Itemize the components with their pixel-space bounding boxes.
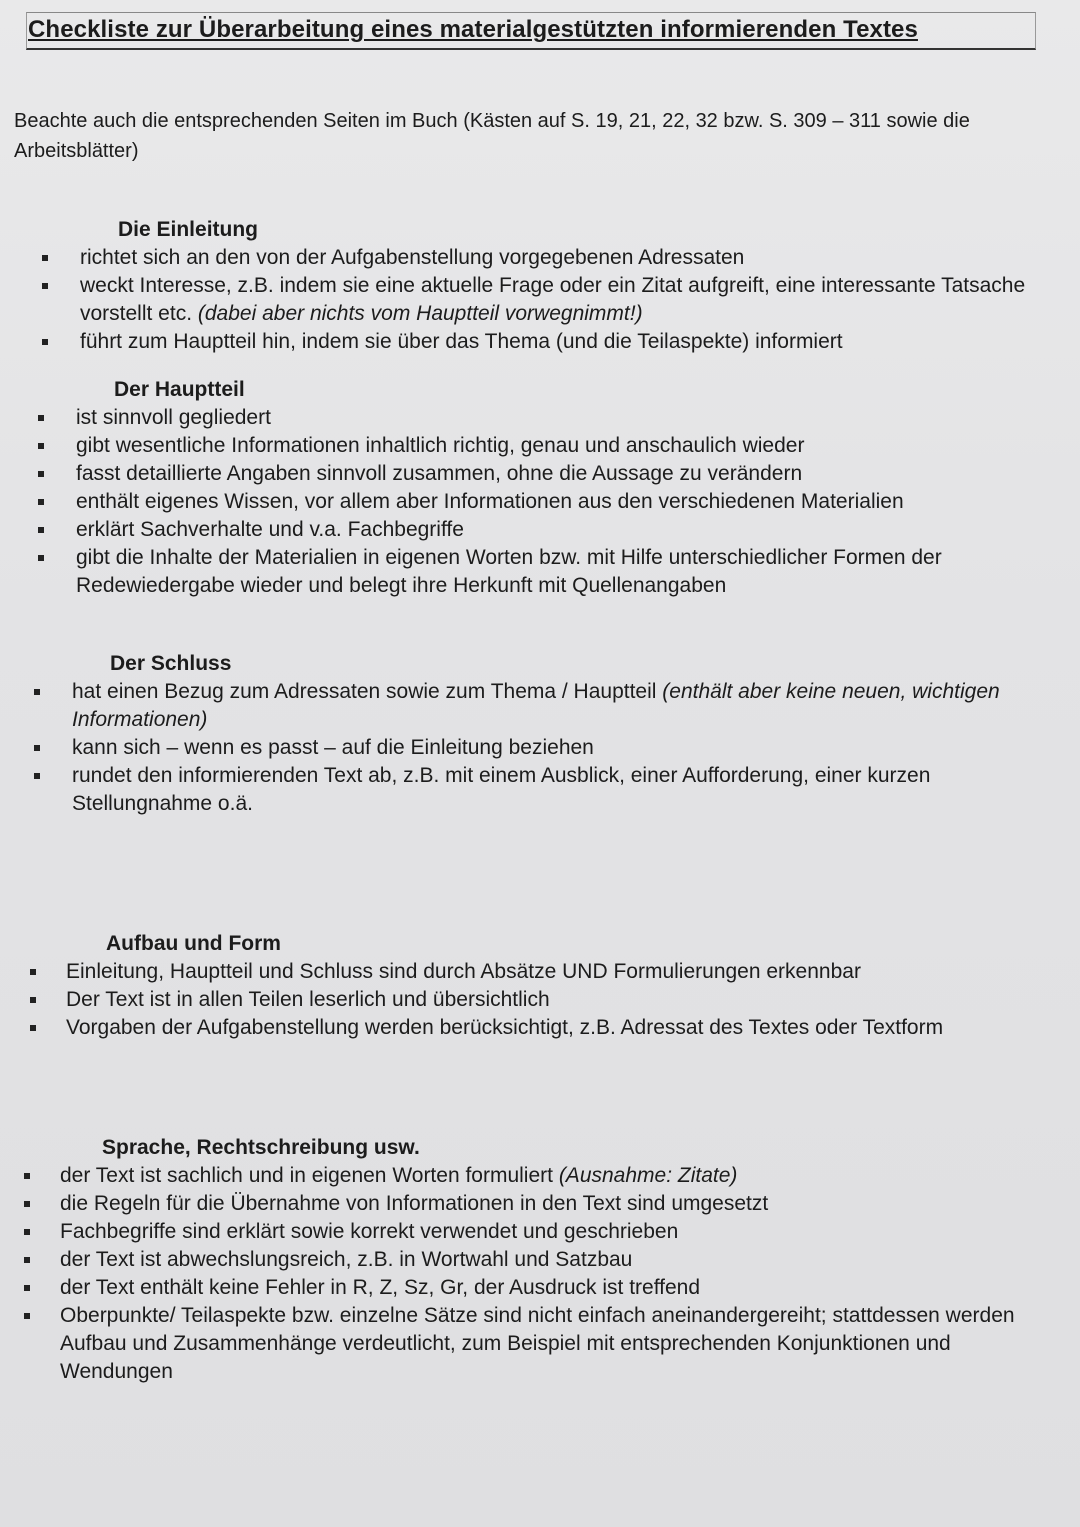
checklist-item [22, 1162, 1052, 1190]
checklist-item [36, 544, 1066, 600]
checklist-item-text: Einleitung, Hauptteil und Schluss sind durch Absätze UND Formulierungen erkennbar [66, 960, 861, 983]
checklist-item [36, 488, 1066, 516]
square-bullet-icon [42, 283, 48, 289]
checklist-item [32, 762, 1062, 818]
checklist-item-note: (dabei aber nichts vom Hauptteil vorwegnimmt!) [197, 302, 643, 325]
section-heading: Der Schluss [110, 652, 232, 675]
square-bullet-icon [24, 1313, 30, 1319]
square-bullet-icon [38, 527, 44, 533]
square-bullet-icon [24, 1257, 30, 1263]
checklist-item [32, 678, 1062, 734]
checklist-item-text: der Text ist abwechslungsreich, z.B. in Wortwahl und Satzbau [60, 1248, 633, 1271]
section-heading: Der Hauptteil [114, 378, 245, 401]
checklist-item-text: weckt Interesse, z.B. indem sie eine aktuelle Frage oder ein Zitat aufgreift, eine interessante Tatsache vorstellt etc. [80, 274, 1026, 325]
checklist [22, 1162, 1052, 1386]
checklist-item [36, 432, 1066, 460]
checklist-item-text: führt zum Hauptteil hin, indem sie über das Thema (und die Teilaspekte) informiert [80, 330, 843, 353]
checklist-item-text: Fachbegriffe sind erklärt sowie korrekt verwendet und geschrieben [60, 1220, 679, 1243]
page-title: Checkliste zur Überarbeitung eines materialgestützten informierenden Textes [28, 16, 918, 43]
checklist-item-text: Oberpunkte/ Teilaspekte bzw. einzelne Sätze sind nicht einfach aneinandergereiht; stattdessen werden Aufbau und Zusammenhänge verdeutlicht, zum Beispiel mit entsprechenden Konjunktionen und Wendungen [60, 1304, 1015, 1383]
checklist-item [28, 1014, 1058, 1042]
section-hauptteil [36, 376, 1066, 600]
checklist-item-text: der Text enthält keine Fehler in R, Z, Sz, Gr, der Ausdruck ist treffend [60, 1276, 701, 1299]
checklist-item-text: erklärt Sachverhalte und v.a. Fachbegriffe [76, 518, 464, 541]
square-bullet-icon [42, 255, 48, 261]
square-bullet-icon [24, 1229, 30, 1235]
checklist-item-text: richtet sich an den von der Aufgabenstellung vorgegebenen Adressaten [80, 246, 745, 269]
checklist-item [22, 1302, 1052, 1386]
checklist-item-text: Der Text ist in allen Teilen leserlich und übersichtlich [66, 988, 550, 1011]
checklist-item-text: der Text ist sachlich und in eigenen Worten formuliert [60, 1164, 559, 1187]
square-bullet-icon [38, 471, 44, 477]
square-bullet-icon [30, 997, 36, 1003]
checklist-item [28, 986, 1058, 1014]
checklist-item-text: rundet den informierenden Text ab, z.B. mit einem Ausblick, einer Aufforderung, einer kurzen Stellungnahme o.ä. [72, 764, 931, 815]
checklist-item-text: fasst detaillierte Angaben sinnvoll zusammen, ohne die Aussage zu verändern [76, 462, 803, 485]
checklist-item [28, 958, 1058, 986]
checklist-item [22, 1246, 1052, 1274]
checklist-item [36, 516, 1066, 544]
checklist-item-text: Vorgaben der Aufgabenstellung werden berücksichtigt, z.B. Adressat des Textes oder Textform [66, 1016, 944, 1039]
checklist-item [22, 1274, 1052, 1302]
square-bullet-icon [30, 1025, 36, 1031]
square-bullet-icon [38, 499, 44, 505]
square-bullet-icon [34, 745, 40, 751]
square-bullet-icon [38, 443, 44, 449]
section-sprache-rechtschreibung [22, 1134, 1052, 1386]
checklist [32, 678, 1062, 818]
checklist [40, 244, 1070, 356]
checklist-item-text: kann sich – wenn es passt – auf die Einleitung beziehen [72, 736, 594, 759]
checklist-item-note: (enthält aber keine neuen, wichtigen Informationen) [72, 680, 1000, 731]
checklist-item [40, 244, 1070, 272]
square-bullet-icon [38, 415, 44, 421]
checklist-item [40, 272, 1070, 328]
square-bullet-icon [34, 689, 40, 695]
checklist-item-text: enthält eigenes Wissen, vor allem aber Informationen aus den verschiedenen Materialien [76, 490, 904, 513]
section-heading: Aufbau und Form [106, 932, 281, 955]
checklist-item-text: gibt die Inhalte der Materialien in eigenen Worten bzw. mit Hilfe unterschiedlicher Formen der Redewiedergabe wieder und belegt ihre Herkunft mit Quellenangaben [76, 546, 942, 597]
section-heading: Sprache, Rechtschreibung usw. [102, 1136, 420, 1159]
intro-note: Beachte auch die entsprechenden Seiten im Buch (Kästen auf S. 19, 21, 22, 32 bzw. S. 309 – 311 sowie die Arbeitsblätter) [14, 110, 970, 162]
checklist-item-text: hat einen Bezug zum Adressaten sowie zum Thema / Hauptteil [72, 680, 663, 703]
checklist-item [32, 734, 1062, 762]
checklist-item [22, 1218, 1052, 1246]
square-bullet-icon [38, 555, 44, 561]
checklist-item [22, 1190, 1052, 1218]
checklist [36, 404, 1066, 600]
section-schluss [32, 650, 1062, 818]
checklist-item [40, 328, 1070, 356]
checklist-item-text: die Regeln für die Übernahme von Informationen in den Text sind umgesetzt [60, 1192, 769, 1215]
square-bullet-icon [34, 773, 40, 779]
square-bullet-icon [24, 1173, 30, 1179]
square-bullet-icon [30, 969, 36, 975]
section-einleitung [40, 216, 1070, 356]
checklist-item [36, 404, 1066, 432]
section-aufbau-und-form [28, 930, 1058, 1042]
checklist-item-text: gibt wesentliche Informationen inhaltlich richtig, genau und anschaulich wieder [76, 434, 805, 457]
square-bullet-icon [24, 1201, 30, 1207]
section-heading: Die Einleitung [118, 218, 259, 241]
checklist-item-note: (Ausnahme: Zitate) [558, 1164, 738, 1187]
checklist-item-text: ist sinnvoll gegliedert [76, 406, 271, 429]
square-bullet-icon [24, 1285, 30, 1291]
square-bullet-icon [42, 339, 48, 345]
checklist-item [36, 460, 1066, 488]
checklist [28, 958, 1058, 1042]
